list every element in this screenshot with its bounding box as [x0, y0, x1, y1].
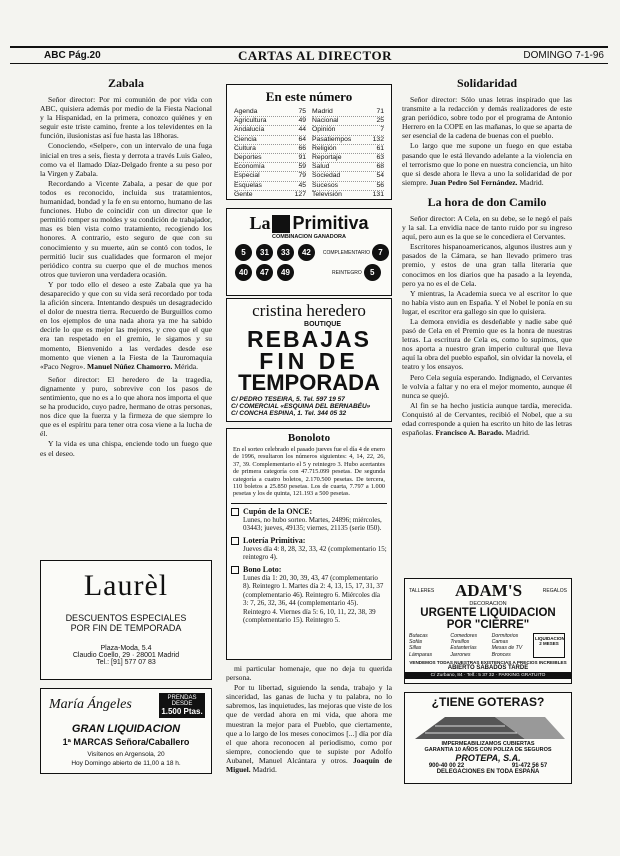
ad-phone: Tel.: [91] 577 07 83 — [96, 659, 156, 666]
index-left — [231, 108, 309, 200]
letter-signature: Joaquín de Miguel. — [226, 755, 392, 775]
ad-headline: POR "CIERRE" — [446, 619, 530, 631]
ad-address: C/ CONCHA ESPINA, 1. Tel. 344 05 32 — [231, 410, 347, 417]
bonoloto-text: En el sorteo celebrado el pasado jueves fue el día 4 de enero de 1996, resultaron los números siguientes: 4, 14, 22, 26, 37, 39. Complementario el 5 y reintegro 3. Hubo acertantes de primera categoría con 47.715.099 pesetas. De segunda categoría a cuatro boletos, 2.170.500 pesetas. De tercera, 110 boletos a 25.850 pesetas. Los de cuarta, 7.797 a 1.000 pesetas y los de quinta, 121.193 a 500 pesetas. — [233, 446, 385, 498]
letter-continuation — [226, 664, 392, 794]
index-row: Deportes 91 — [234, 154, 306, 163]
letter-zabala — [40, 70, 212, 470]
index-row: Ciencia 64 — [234, 136, 306, 145]
ad-hours: Hoy Domingo abierto de 11,00 a 18 h. — [71, 760, 181, 767]
index-row: Esquelas 45 — [234, 182, 306, 191]
letter-title: Zabala — [107, 76, 144, 90]
brand-logo: ADAM'S — [454, 581, 523, 600]
index-row: Gente 127 — [234, 191, 306, 200]
reintegro-ball: 5 — [364, 264, 381, 281]
ad-headline: REBAJAS — [247, 326, 371, 352]
letter-signature: Manuel Núñez Chamorro. — [87, 361, 173, 371]
product-item: Lámparas — [409, 651, 433, 658]
number-ball: 40 — [235, 264, 252, 281]
brand-logo: María Ángeles — [49, 697, 132, 712]
letter-paragraph: Y la vida es una chispa, enciende todo un fuego que es el deseo. — [40, 439, 212, 458]
primitiva-logo: La Primitiva — [249, 213, 369, 233]
index-row: Televisión 131 — [312, 191, 384, 200]
ad-headline: ¿TIENE GOTERAS? — [431, 695, 545, 709]
product-item: Dormitorios — [491, 633, 519, 639]
ad-cristina-heredero — [226, 298, 392, 422]
number-ball: 47 — [256, 264, 273, 281]
checkbox-icon — [231, 566, 239, 574]
ad-address: Visítenos en Argensola, 20 — [87, 751, 165, 758]
ad-address: C/ PEDRO TESEIRA, 5. Tel. 597 19 57 — [231, 396, 345, 403]
index-title: En este número — [265, 89, 353, 104]
ad-address: Claudio Coello, 29 · 28001 Madrid — [72, 652, 180, 659]
letter-paragraph: Y mientras, la Academia sueca ve al escritor lo que no había visto aun en España. Y el Nobel le ponía en su lugar, el escritor era gallego sin que lo quisiera. — [402, 288, 572, 316]
brand-logo: PROTEPA, S.A. — [455, 753, 521, 763]
letter-paragraph: Señor director: Por mi comunión de por vida con ABC, quisiera además por medio de la Fiesta Nacional y la Hispanidad, en la primera, conozco quiénes y en seguir este triste camino, frente a los televidentes en la función, ilusionistas así fue hasta las 18horas. — [40, 95, 212, 141]
letter-paragraph: Pero Cela seguía esperando. Indignado, el Cervantes le volvía a faltar y no era el mejor momento, aunque él nunca se quejó. — [402, 372, 572, 400]
lottery-results-box — [226, 428, 392, 660]
roof-illustration — [405, 709, 571, 741]
ad-laurel — [40, 560, 212, 680]
ad-address: C/ COMERCIAL «ESQUINA DEL BERNABÉU» — [231, 403, 371, 410]
letter-paragraph: Escritores hispanoamericanos, algunos ilustres aun y pasados de la Cámara, se han llevado primero tras premio, y estos de una gran talla literaria que conocimos en los diarios que ha pasado a la leyenda, pero ya no es el de Cela. — [402, 242, 572, 288]
winning-numbers-row1: 5 31 33 42 COMPLEMENTARIO 7 — [233, 244, 391, 261]
section-title: CARTAS AL DIRECTOR — [238, 48, 392, 63]
letter-signature: Francisco A. Barado. — [435, 428, 504, 438]
number-ball: 5 — [235, 244, 252, 261]
winning-numbers-row2: 40 47 49 REINTEGRO 5 — [233, 264, 391, 281]
checkbox-icon — [231, 537, 239, 545]
index-row: Sucesos 56 — [312, 182, 384, 191]
ad-line: GARANTIA 10 AÑOS CON POLIZA DE SEGUROS — [424, 747, 552, 753]
ad-maria-angeles — [40, 688, 212, 774]
checkbox-icon — [231, 508, 239, 516]
product-item: Estanterías — [450, 645, 477, 652]
lottery-item: Bono Loto: Lunes día 1: 20, 30, 39, 43, 47 (complementario 8). Reintegro 1. Martes día 2: 4, 13, 15, 17, 31, 37 (complementario 46). Reintegro 6. Miércoles día 3: 7, 26, 32, 36, 44 (complementario 45). Reintegro 4. Viernes día 5: 6, 10, 11, 22, 38, 39 (complementario 15). Reintegro 5. — [227, 565, 391, 625]
adams-products — [405, 633, 571, 658]
issue-date: DOMINGO 7-1-96 — [523, 50, 604, 61]
product-item: Sofás — [409, 639, 423, 646]
product-item: Camas — [491, 639, 509, 646]
index-row: Religión 61 — [312, 145, 384, 154]
number-ball: 33 — [277, 244, 294, 261]
letter-title: Solidaridad — [456, 76, 518, 90]
ad-headline: URGENTE LIQUIDACION — [420, 607, 556, 619]
letter-paragraph: Señor director: Sólo unas letras inspirado que las transmite a la redacción y demás realizadores de este gran periódico, sobre todo por el programa de Antonio Herrero en la COPE en las mañanas, lo que se aparta de ser esencial de la cadena de buenas con el pueblo. — [402, 95, 572, 141]
product-item: Comedores — [450, 633, 478, 639]
index-row: Madrid 71 — [312, 108, 384, 117]
index-row: Agricultura 49 — [234, 117, 306, 126]
index-row: Reportaje 63 — [312, 154, 384, 163]
index-row: Pasatiempos 132 — [312, 136, 384, 145]
liquidation-badge: LIQUIDACION 2 MESES — [533, 633, 565, 658]
index-row: Sociedad 54 — [312, 172, 384, 181]
letter-signature: Juan Pedro Sol Fernández. — [429, 177, 518, 187]
bonoloto-title: Bonoloto — [287, 432, 331, 444]
ad-line: DESCUENTOS ESPECIALES — [65, 613, 187, 623]
ad-goteras — [404, 692, 572, 784]
index-row: Economía 59 — [234, 163, 306, 172]
ad-line: ABIERTO SABADOS TARDE — [447, 664, 529, 671]
ad-headline: GRAN LIQUIDACION — [71, 723, 181, 735]
index-row: Andalucía 44 — [234, 126, 306, 135]
letter-paragraph: La demora envidia es desdeñable y nadie sabe qué pasó de Cela en el Premio que es la honra de nuestras letras. La escritura de Cela es, como lo supimos, que nos aporta a nuestro gran imperio cultural que lleva aquí la obra del pueblo español, sin olvidar la novela, el teatro y los ensayos. — [402, 316, 572, 372]
letter-title: La hora de don Camilo — [427, 194, 547, 209]
index-table — [227, 108, 391, 200]
brand-sub: BOUTIQUE — [304, 321, 341, 328]
phone-number: 91-472 56 57 — [511, 763, 548, 769]
ad-line: DECORACION — [469, 601, 507, 607]
index-row: Nacional 25 — [312, 117, 384, 126]
ad-primitiva — [226, 208, 392, 296]
number-ball: 31 — [256, 244, 273, 261]
brand-logo: cristina heredero — [252, 301, 366, 320]
letter-paragraph: Señor director: A Cela, en su debe, se le negó el país y la sal. La envidia nace de tanto ruido por su ingreso aquí, pero aun es la que se le concediera el Cervantes. — [402, 213, 572, 242]
product-item: Butacas — [409, 633, 428, 639]
brand-logo: Laurèl — [83, 569, 169, 602]
letter-paragraph: mi particular homenaje, que no deja tu querida persona. — [226, 664, 392, 683]
ad-headline: FIN DE — [259, 348, 359, 374]
primitiva-subtitle: COMBINACION GANADORA — [272, 234, 346, 240]
price-badge: PRENDAS DESDE 1.500 Ptas. — [159, 693, 205, 718]
lottery-item: Cupón de la ONCE: Lunes, no hubo sorteo. Martes, 24896; miércoles, 03443; jueves, 49135; viernes, 21135 (serie 050). — [227, 507, 391, 533]
number-ball: 42 — [298, 244, 315, 261]
letter-paragraph: Recordando a Vicente Zabala, a pesar de que por todos es reconocido, incluida sus tratamientos, humanidad, bondad y la fe en su entorno, humano de las funciones. Hubo de coincidir con un director que le permitió romper su moldes y su condición de trabajador, mas es bien vista como tratamiento, recogiendo los honores. A contrario, esto seguro de que con su conocimiento y su muerte, aún se contó con todos, le permitió lucir sus cualidades que formaron el mejor periódico contra su cuerpo que el de muchos menos otros que tuvieron una verdadera ocasión. — [40, 178, 212, 279]
index-row: Opinión 7 — [312, 126, 384, 135]
index-row: Salud 68 — [312, 163, 384, 172]
ad-address: C/ Zurbano, 84 · Telf.: 5 37 32 · PARKING GRATUITO — [405, 672, 571, 679]
product-item: Jarrones — [450, 651, 471, 658]
phone-number: 900-40 00 22 — [428, 763, 465, 769]
ad-line: IMPERMEABILIZAMOS CUBIERTAS — [441, 741, 535, 747]
ad-line: POR FIN DE TEMPORADA — [70, 623, 182, 633]
lottery-item: Lotería Primitiva: Jueves día 4: 8, 28, 32, 33, 42 (complementario 15; reintegro 4). — [227, 536, 391, 562]
ad-line: VENDEMOS TODAS NUESTRAS EXISTENCIAS A PRECIOS INCREIBLES — [409, 659, 567, 665]
page-number: ABC Pág.20 — [44, 50, 101, 61]
complementario-ball: 7 — [372, 244, 389, 261]
index-row: Especial 79 — [234, 172, 306, 181]
letter-paragraph: Y por todo ello el deseo a este Zabala que ya ha desaparecido y que con su vida será recordado por toda la afición sincera. Intentando después un desagradecido el dolor de nuestra tierra. Recuerdo de Burguillos como en los ejemplos de una nada ahora ya me ha sabido decirle lo que es mejor las mejores, y creo que el que era tan respetado en el gremio, le sigamos y su momento, Bienvenido a las verdades desde ese momento que vienen a la Fiesta de la Tauromaquia «Paco Negro». Manuel Núñez Chamorro. Mérida. — [40, 279, 212, 371]
index-right — [309, 108, 387, 200]
letter-paragraph: Por tu libertad, siguiendo la senda, trabajo y la sinceridad, las ganas de lucha y tu palabra, no lo sabremos, las inquietudes, las mejoras que viste de los que de verdad ahora en mi vida, que ahora me muestran la mejor para el Pueblo, que ciertamente, que a lo largo de los meses conocimos [...] día por día el que ahora reconocen al periodismo, como por siempre, conociendo que te supiste por Adolfo Aubanel, Manuel Alcántara y otros. Joaquín de Miguel. Madrid. — [226, 683, 392, 775]
ad-address: Plaza-Moda, 5.4 — [100, 645, 152, 652]
product-item: Mesas de TV — [491, 645, 523, 652]
index-row: Cultura 66 — [234, 145, 306, 154]
product-item: Bronces — [491, 651, 511, 658]
ad-adams — [404, 578, 572, 684]
ad-line: 1ª MARCAS Señora/Caballero — [62, 737, 190, 747]
letter-paragraph: Conociendo, «Selper», con un intervalo de una fuga inicial en tres a seis, fiesta y derrota a través Luis Galeo, como va el llamado Díaz-Delgado frente a su peso por la Virgen y Zabala. — [40, 141, 212, 178]
letters-right — [402, 70, 572, 568]
adams-header: TALLERES ADAM'S REGALOS — [409, 581, 567, 600]
page-header — [10, 46, 608, 64]
index-row: Agenda 75 — [234, 108, 306, 117]
letter-paragraph: Lo largo que me supone un fuego en que estaba pasando que le está llevando adelante a la violencia en el terrorismo que lo pone en nuestra conciencia, un hito que si desde ahora le lleva a uno la solidaridad de por siempre. Juan Pedro Sol Fernández. Madrid. — [402, 141, 572, 187]
ad-headline: TEMPORADA — [238, 370, 380, 395]
number-ball: 49 — [277, 264, 294, 281]
letter-paragraph: Al fin se ha hecho justicia aunque tardía, merecida. Conquistó al de Cervantes, recibió el Nobel, que a su edad corresponde a quien ha escrito un hito de las letras españolas. Francisco A. Barado. Madrid. — [402, 400, 572, 438]
ad-line: DELEGACIONES EN TODA ESPAÑA — [436, 769, 540, 775]
product-item: Sillas — [409, 645, 422, 652]
product-item: Tresillos — [450, 639, 470, 646]
index-box — [226, 84, 392, 200]
letter-paragraph: Señor director: El heredero de la tragedia, dignamente y puro, sobrevive con los pasos de sentimiento, que no es a lo que ahora nos importa el que se ha producido, cuyo padre, hermano de otras personas, nos dice que la fuerza y la firmeza de que siempre lo que es el espíritu para tener otra cosa viene a la lucha de él. — [40, 374, 212, 439]
product-list — [405, 633, 533, 658]
